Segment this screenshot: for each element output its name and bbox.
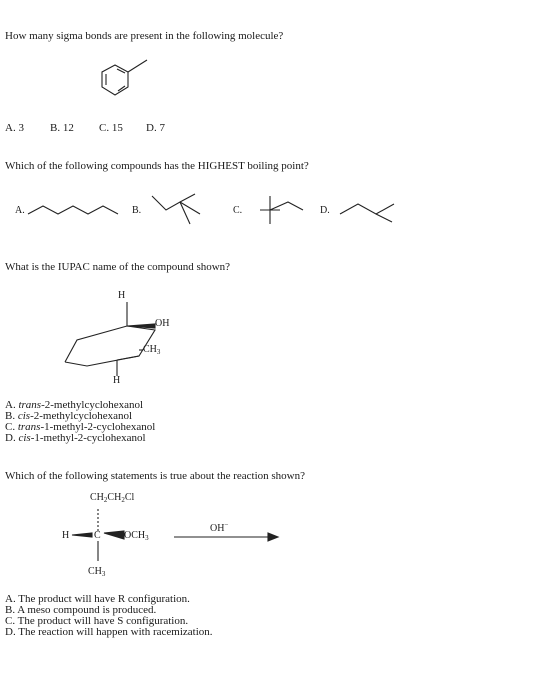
atom-h-top: H xyxy=(118,290,126,301)
q2-label-b[interactable]: B. xyxy=(132,205,142,216)
q2-label-d[interactable]: D. xyxy=(320,205,330,216)
reaction-arrow xyxy=(172,530,282,544)
compound-b-structure xyxy=(150,192,220,237)
q3-option-b[interactable]: B. cis-2-methylcyclohexanol xyxy=(5,410,133,422)
atom-ch3: $CH_3$ xyxy=(143,344,161,356)
q4-option-d[interactable]: D. The reaction will happen with racemization. xyxy=(5,626,213,638)
compound-c-structure xyxy=(248,192,318,237)
compound-d-structure xyxy=(338,194,408,234)
group-ch3-bottom: $CH_3$ xyxy=(88,566,106,578)
q3-option-d[interactable]: D. cis-1-methyl-2-cyclohexanol xyxy=(5,432,146,444)
cyclohexane-chair-structure xyxy=(55,300,175,380)
q2-label-c[interactable]: C. xyxy=(233,205,243,216)
q1-option-c[interactable]: C. 15 xyxy=(99,122,123,134)
group-och3: $OCH_3$ xyxy=(124,530,149,542)
question-3-text: What is the IUPAC name of the compound shown? xyxy=(5,261,231,273)
toluene-structure xyxy=(95,58,155,108)
atom-oh: OH xyxy=(155,318,170,329)
q1-option-d[interactable]: D. 7 xyxy=(146,122,165,134)
reagent-hydroxide: OH− xyxy=(210,521,229,534)
q4-option-b[interactable]: B. A meso compound is produced. xyxy=(5,604,157,616)
question-2-text: Which of the following compounds has the HIGHEST boiling point? xyxy=(5,160,309,172)
stereocenter-bonds xyxy=(70,505,150,570)
q4-option-c[interactable]: C. The product will have S configuration. xyxy=(5,615,189,627)
q2-label-a[interactable]: A. xyxy=(15,205,25,216)
q1-option-b[interactable]: B. 12 xyxy=(50,122,74,134)
atom-h-bottom: H xyxy=(113,375,121,386)
q1-option-a[interactable]: A. 3 xyxy=(5,122,24,134)
atom-h-left: H xyxy=(62,530,70,541)
q3-option-a[interactable]: A. trans-2-methylcyclohexanol xyxy=(5,399,144,411)
atom-c-center: C xyxy=(94,530,101,541)
question-1-text: How many sigma bonds are present in the following molecule? xyxy=(5,30,284,42)
q3-option-c[interactable]: C. trans-1-methyl-2-cyclohexanol xyxy=(5,421,156,433)
question-4-text: Which of the following statements is true about the reaction shown? xyxy=(5,470,305,482)
group-ch2ch2cl: $CH_2CH_2Cl$ xyxy=(90,492,135,504)
q4-option-a[interactable]: A. The product will have R configuration. xyxy=(5,593,190,605)
compound-a-structure xyxy=(28,198,128,218)
